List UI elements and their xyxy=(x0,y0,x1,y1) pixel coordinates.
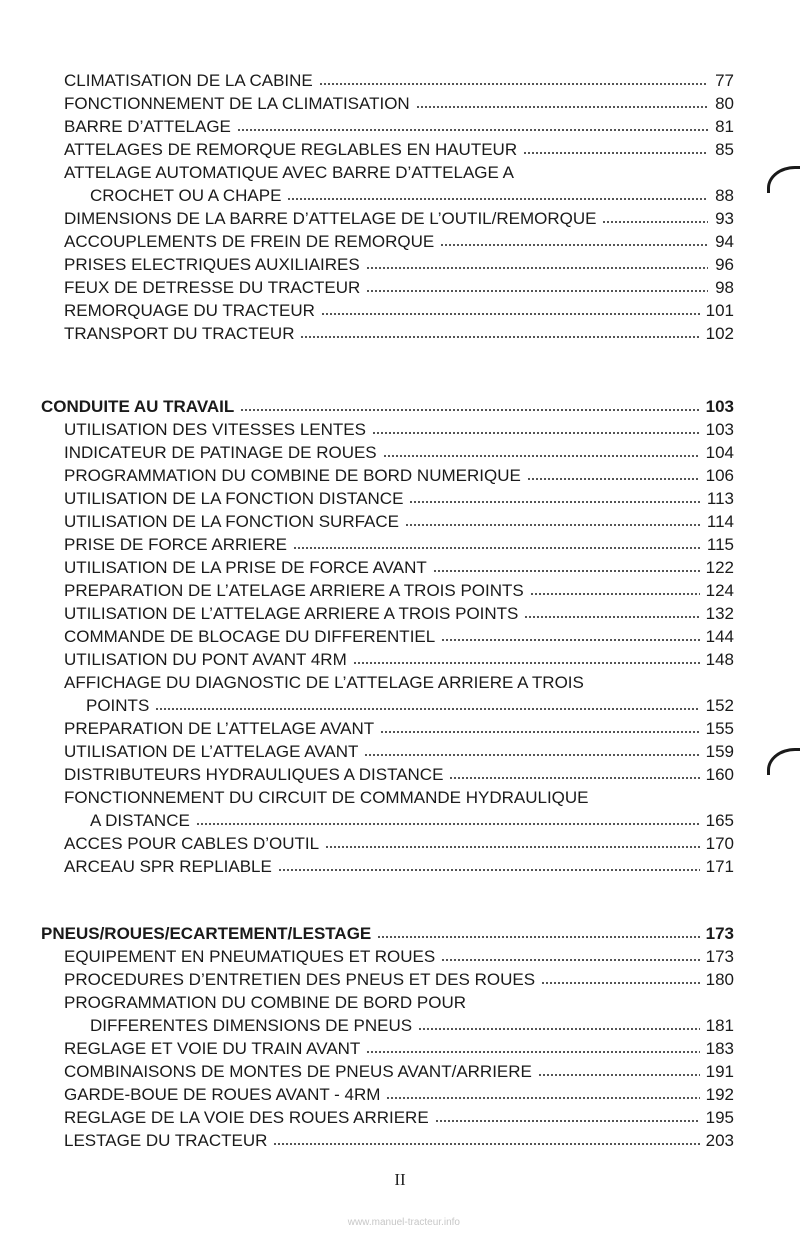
toc-entry-page: 171 xyxy=(705,857,734,876)
dot-leader xyxy=(366,289,708,293)
toc-entry[interactable] xyxy=(64,464,734,487)
toc-entry[interactable] xyxy=(64,945,734,968)
toc-entry-page: 77 xyxy=(715,71,734,90)
toc-entry-page: 115 xyxy=(706,535,734,554)
dot-leader xyxy=(364,753,699,757)
toc-entry-title: PRISES ELECTRIQUES AUXILIAIRES xyxy=(64,255,360,274)
toc-entry-page: 203 xyxy=(705,1131,734,1150)
toc-entry-title: PROCEDURES D’ENTRETIEN DES PNEUS ET DES ROUES xyxy=(64,970,536,989)
section-heading-page: 173 xyxy=(705,924,734,943)
toc-entry-title: EQUIPEMENT EN PNEUMATIQUES ET ROUES xyxy=(64,947,436,966)
toc-entry-title: PREPARATION DE L’ATTELAGE AVANT xyxy=(64,719,375,738)
toc-entry-title: DIMENSIONS DE LA BARRE D’ATTELAGE DE L’OUTIL/REMORQUE xyxy=(64,209,597,228)
toc-entry-page: 192 xyxy=(705,1085,734,1104)
toc-entry-title: COMMANDE DE BLOCAGE DU DIFFERENTIEL xyxy=(64,627,436,646)
toc-entry[interactable] xyxy=(64,648,734,671)
toc-entry[interactable] xyxy=(64,717,734,740)
toc-entry[interactable] xyxy=(64,138,734,161)
dot-leader xyxy=(602,220,708,224)
toc-entry-page: 96 xyxy=(715,255,734,274)
toc-entry-title: PRISE DE FORCE ARRIERE xyxy=(64,535,287,554)
toc-entry-title: COMBINAISONS DE MONTES DE PNEUS AVANT/ARRIERE xyxy=(64,1062,532,1081)
toc-entry[interactable] xyxy=(64,92,734,115)
toc-entry[interactable] xyxy=(64,276,734,299)
toc-entry-title: FONCTIONNEMENT DU CIRCUIT DE COMMANDE HYDRAULIQUE xyxy=(64,788,589,807)
toc-entry-page: 191 xyxy=(705,1062,734,1081)
toc-entry-page: 183 xyxy=(705,1039,734,1058)
dot-leader xyxy=(541,981,700,985)
toc-entry-page: 124 xyxy=(705,581,734,600)
toc-entry-continuation-title: DIFFERENTES DIMENSIONS DE PNEUS xyxy=(90,1016,413,1035)
toc-entry[interactable] xyxy=(64,579,734,602)
toc-entry-title: UTILISATION DE LA FONCTION SURFACE xyxy=(64,512,400,531)
toc-entry[interactable] xyxy=(64,855,734,878)
section-heading-title: PNEUS/ROUES/ECARTEMENT/LESTAGE xyxy=(41,924,372,943)
dot-leader xyxy=(319,82,708,86)
dot-leader xyxy=(240,408,699,412)
toc-entry-title: REGLAGE DE LA VOIE DES ROUES ARRIERE xyxy=(64,1108,429,1127)
toc-entry[interactable] xyxy=(64,533,734,556)
dot-leader xyxy=(237,128,708,132)
dot-leader xyxy=(416,105,708,109)
toc-entry[interactable] xyxy=(64,625,734,648)
toc-entry-continuation[interactable] xyxy=(86,694,734,717)
dot-leader xyxy=(273,1142,699,1146)
toc-entry-title: ATTELAGE AUTOMATIQUE AVEC BARRE D’ATTELAGE A xyxy=(64,163,514,182)
dot-leader xyxy=(372,431,700,435)
toc-entry-page: 195 xyxy=(705,1108,734,1127)
toc-entry-page: 113 xyxy=(706,489,734,508)
dot-leader xyxy=(523,151,708,155)
toc-entry-title: UTILISATION DE L’ATTELAGE AVANT xyxy=(64,742,359,761)
toc-entry-page: 132 xyxy=(705,604,734,623)
dot-leader xyxy=(366,266,708,270)
toc-entry-title: UTILISATION DE L’ATTELAGE ARRIERE A TROIS POINTS xyxy=(64,604,519,623)
toc-entry-title: FEUX DE DETRESSE DU TRACTEUR xyxy=(64,278,361,297)
dot-leader xyxy=(278,868,700,872)
toc-entry-page: 103 xyxy=(705,420,734,439)
toc-entry[interactable] xyxy=(64,1106,734,1129)
toc-entry[interactable] xyxy=(64,602,734,625)
toc-entry-title: REMORQUAGE DU TRACTEUR xyxy=(64,301,315,320)
toc-entry[interactable] xyxy=(64,253,734,276)
dot-leader xyxy=(418,1027,700,1031)
dot-leader xyxy=(293,546,701,550)
toc-entry[interactable] xyxy=(64,115,734,138)
toc-entry-title: TRANSPORT DU TRACTEUR xyxy=(64,324,295,343)
dot-leader xyxy=(380,730,699,734)
dot-leader xyxy=(300,335,699,339)
toc-entry[interactable] xyxy=(64,510,734,533)
dot-leader xyxy=(155,707,699,711)
dot-leader xyxy=(524,615,699,619)
dot-leader xyxy=(530,592,700,596)
toc-entry-page: 85 xyxy=(715,140,734,159)
toc-entry-page: 170 xyxy=(705,834,734,853)
toc-entry-title: PROGRAMMATION DU COMBINE DE BORD POUR xyxy=(64,993,467,1012)
toc-entry-continuation-title: POINTS xyxy=(86,696,150,715)
page-number: II xyxy=(394,1170,406,1189)
toc-entry[interactable] xyxy=(64,740,734,763)
toc-entry[interactable] xyxy=(64,487,734,510)
toc-entry-page: 106 xyxy=(705,466,734,485)
toc-entry-page: 80 xyxy=(715,94,734,113)
toc-entry-title: LESTAGE DU TRACTEUR xyxy=(64,1131,268,1150)
toc-entry[interactable] xyxy=(64,230,734,253)
toc-entry-title: ACCOUPLEMENTS DE FREIN DE REMORQUE xyxy=(64,232,435,251)
toc-entry-page: 155 xyxy=(705,719,734,738)
toc-entry[interactable] xyxy=(64,1129,734,1152)
dot-leader xyxy=(441,638,699,642)
toc-entry[interactable] xyxy=(64,1060,734,1083)
toc-entry-continuation-page: 88 xyxy=(715,186,734,205)
toc-entry-page: 160 xyxy=(705,765,734,784)
toc-entry-page: 122 xyxy=(705,558,734,577)
toc-entry-title: BARRE D’ATTELAGE xyxy=(64,117,231,136)
toc-entry-page: 173 xyxy=(705,947,734,966)
toc-entry-title: REGLAGE ET VOIE DU TRAIN AVANT xyxy=(64,1039,361,1058)
section-heading-title: CONDUITE AU TRAVAIL xyxy=(41,397,235,416)
toc-entry[interactable] xyxy=(64,441,734,464)
section-heading-page: 103 xyxy=(705,397,734,416)
toc-entry[interactable] xyxy=(64,1037,734,1060)
toc-entry-continuation-page: 165 xyxy=(705,811,734,830)
toc-entry-title: ARCEAU SPR REPLIABLE xyxy=(64,857,272,876)
dot-leader xyxy=(377,935,699,939)
toc-entry-page: 104 xyxy=(705,443,734,462)
toc-entry-page: 180 xyxy=(705,970,734,989)
toc-entry-page: 159 xyxy=(705,742,734,761)
dot-leader xyxy=(196,822,700,826)
toc-entry-title: AFFICHAGE DU DIAGNOSTIC DE L’ATTELAGE ARRIERE A TROIS xyxy=(64,673,584,692)
toc-entry[interactable] xyxy=(64,968,734,991)
toc-entry[interactable] xyxy=(64,1083,734,1106)
dot-leader xyxy=(405,523,701,527)
toc-entry[interactable] xyxy=(64,763,734,786)
dot-leader xyxy=(435,1119,700,1123)
toc-entry-title: PREPARATION DE L’ATELAGE ARRIERE A TROIS POINTS xyxy=(64,581,524,600)
section-heading[interactable] xyxy=(41,395,734,418)
dot-leader xyxy=(441,958,699,962)
toc-entry-title: FONCTIONNEMENT DE LA CLIMATISATION xyxy=(64,94,410,113)
toc-entry-continuation-title: A DISTANCE xyxy=(90,811,190,830)
toc-entry-page: 81 xyxy=(715,117,734,136)
dot-leader xyxy=(433,569,700,573)
toc-entry-continuation-title: CROCHET OU A CHAPE xyxy=(90,186,282,205)
dot-leader xyxy=(527,477,700,481)
toc-entry[interactable] xyxy=(64,207,734,230)
section-heading[interactable] xyxy=(41,922,734,945)
toc-entry-title: UTILISATION DES VITESSES LENTES xyxy=(64,420,366,439)
toc-entry-page: 94 xyxy=(715,232,734,251)
toc-entry-title: UTILISATION DU PONT AVANT 4RM xyxy=(64,650,347,669)
toc-entry-continuation-page: 181 xyxy=(705,1016,734,1035)
toc-entry-page: 93 xyxy=(715,209,734,228)
toc-entry-page: 101 xyxy=(705,301,734,320)
toc-entry-title: PROGRAMMATION DU COMBINE DE BORD NUMERIQUE xyxy=(64,466,521,485)
toc-entry-continuation[interactable] xyxy=(90,809,734,832)
toc-entry[interactable] xyxy=(64,556,734,579)
toc-entry-page: 102 xyxy=(705,324,734,343)
toc-entry-title: INDICATEUR DE PATINAGE DE ROUES xyxy=(64,443,377,462)
dot-leader xyxy=(386,1096,699,1100)
toc-entry-page: 98 xyxy=(715,278,734,297)
dot-leader xyxy=(449,776,699,780)
toc-entry-page: 144 xyxy=(705,627,734,646)
toc-entry-page: 148 xyxy=(705,650,734,669)
toc-entry[interactable] xyxy=(64,418,734,441)
dot-leader xyxy=(325,845,700,849)
dot-leader xyxy=(538,1073,700,1077)
toc-entry[interactable] xyxy=(64,69,734,92)
toc-entry-title: DISTRIBUTEURS HYDRAULIQUES A DISTANCE xyxy=(64,765,444,784)
toc-entry-title: ATTELAGES DE REMORQUE REGLABLES EN HAUTEUR xyxy=(64,140,518,159)
toc-entry-page: 114 xyxy=(706,512,734,531)
toc-entry-continuation-page: 152 xyxy=(705,696,734,715)
toc-entry[interactable] xyxy=(64,299,734,322)
toc-entry[interactable] xyxy=(64,322,734,345)
toc-entry-title: UTILISATION DE LA PRISE DE FORCE AVANT xyxy=(64,558,427,577)
dot-leader xyxy=(440,243,708,247)
dot-leader xyxy=(321,312,700,316)
dot-leader xyxy=(383,454,700,458)
dot-leader xyxy=(353,661,700,665)
toc-entry-title: UTILISATION DE LA FONCTION DISTANCE xyxy=(64,489,404,508)
toc-entry-title: CLIMATISATION DE LA CABINE xyxy=(64,71,313,90)
toc-entry-title: ACCES POUR CABLES D’OUTIL xyxy=(64,834,320,853)
toc-entry[interactable] xyxy=(64,832,734,855)
toc-entry-continuation[interactable] xyxy=(90,184,734,207)
watermark: www.manuel-tracteur.info xyxy=(347,1217,460,1228)
toc-entry-continuation[interactable] xyxy=(90,1014,734,1037)
dot-leader xyxy=(409,500,700,504)
dot-leader xyxy=(287,197,708,201)
dot-leader xyxy=(366,1050,699,1054)
toc-entry-title: GARDE-BOUE DE ROUES AVANT - 4RM xyxy=(64,1085,381,1104)
